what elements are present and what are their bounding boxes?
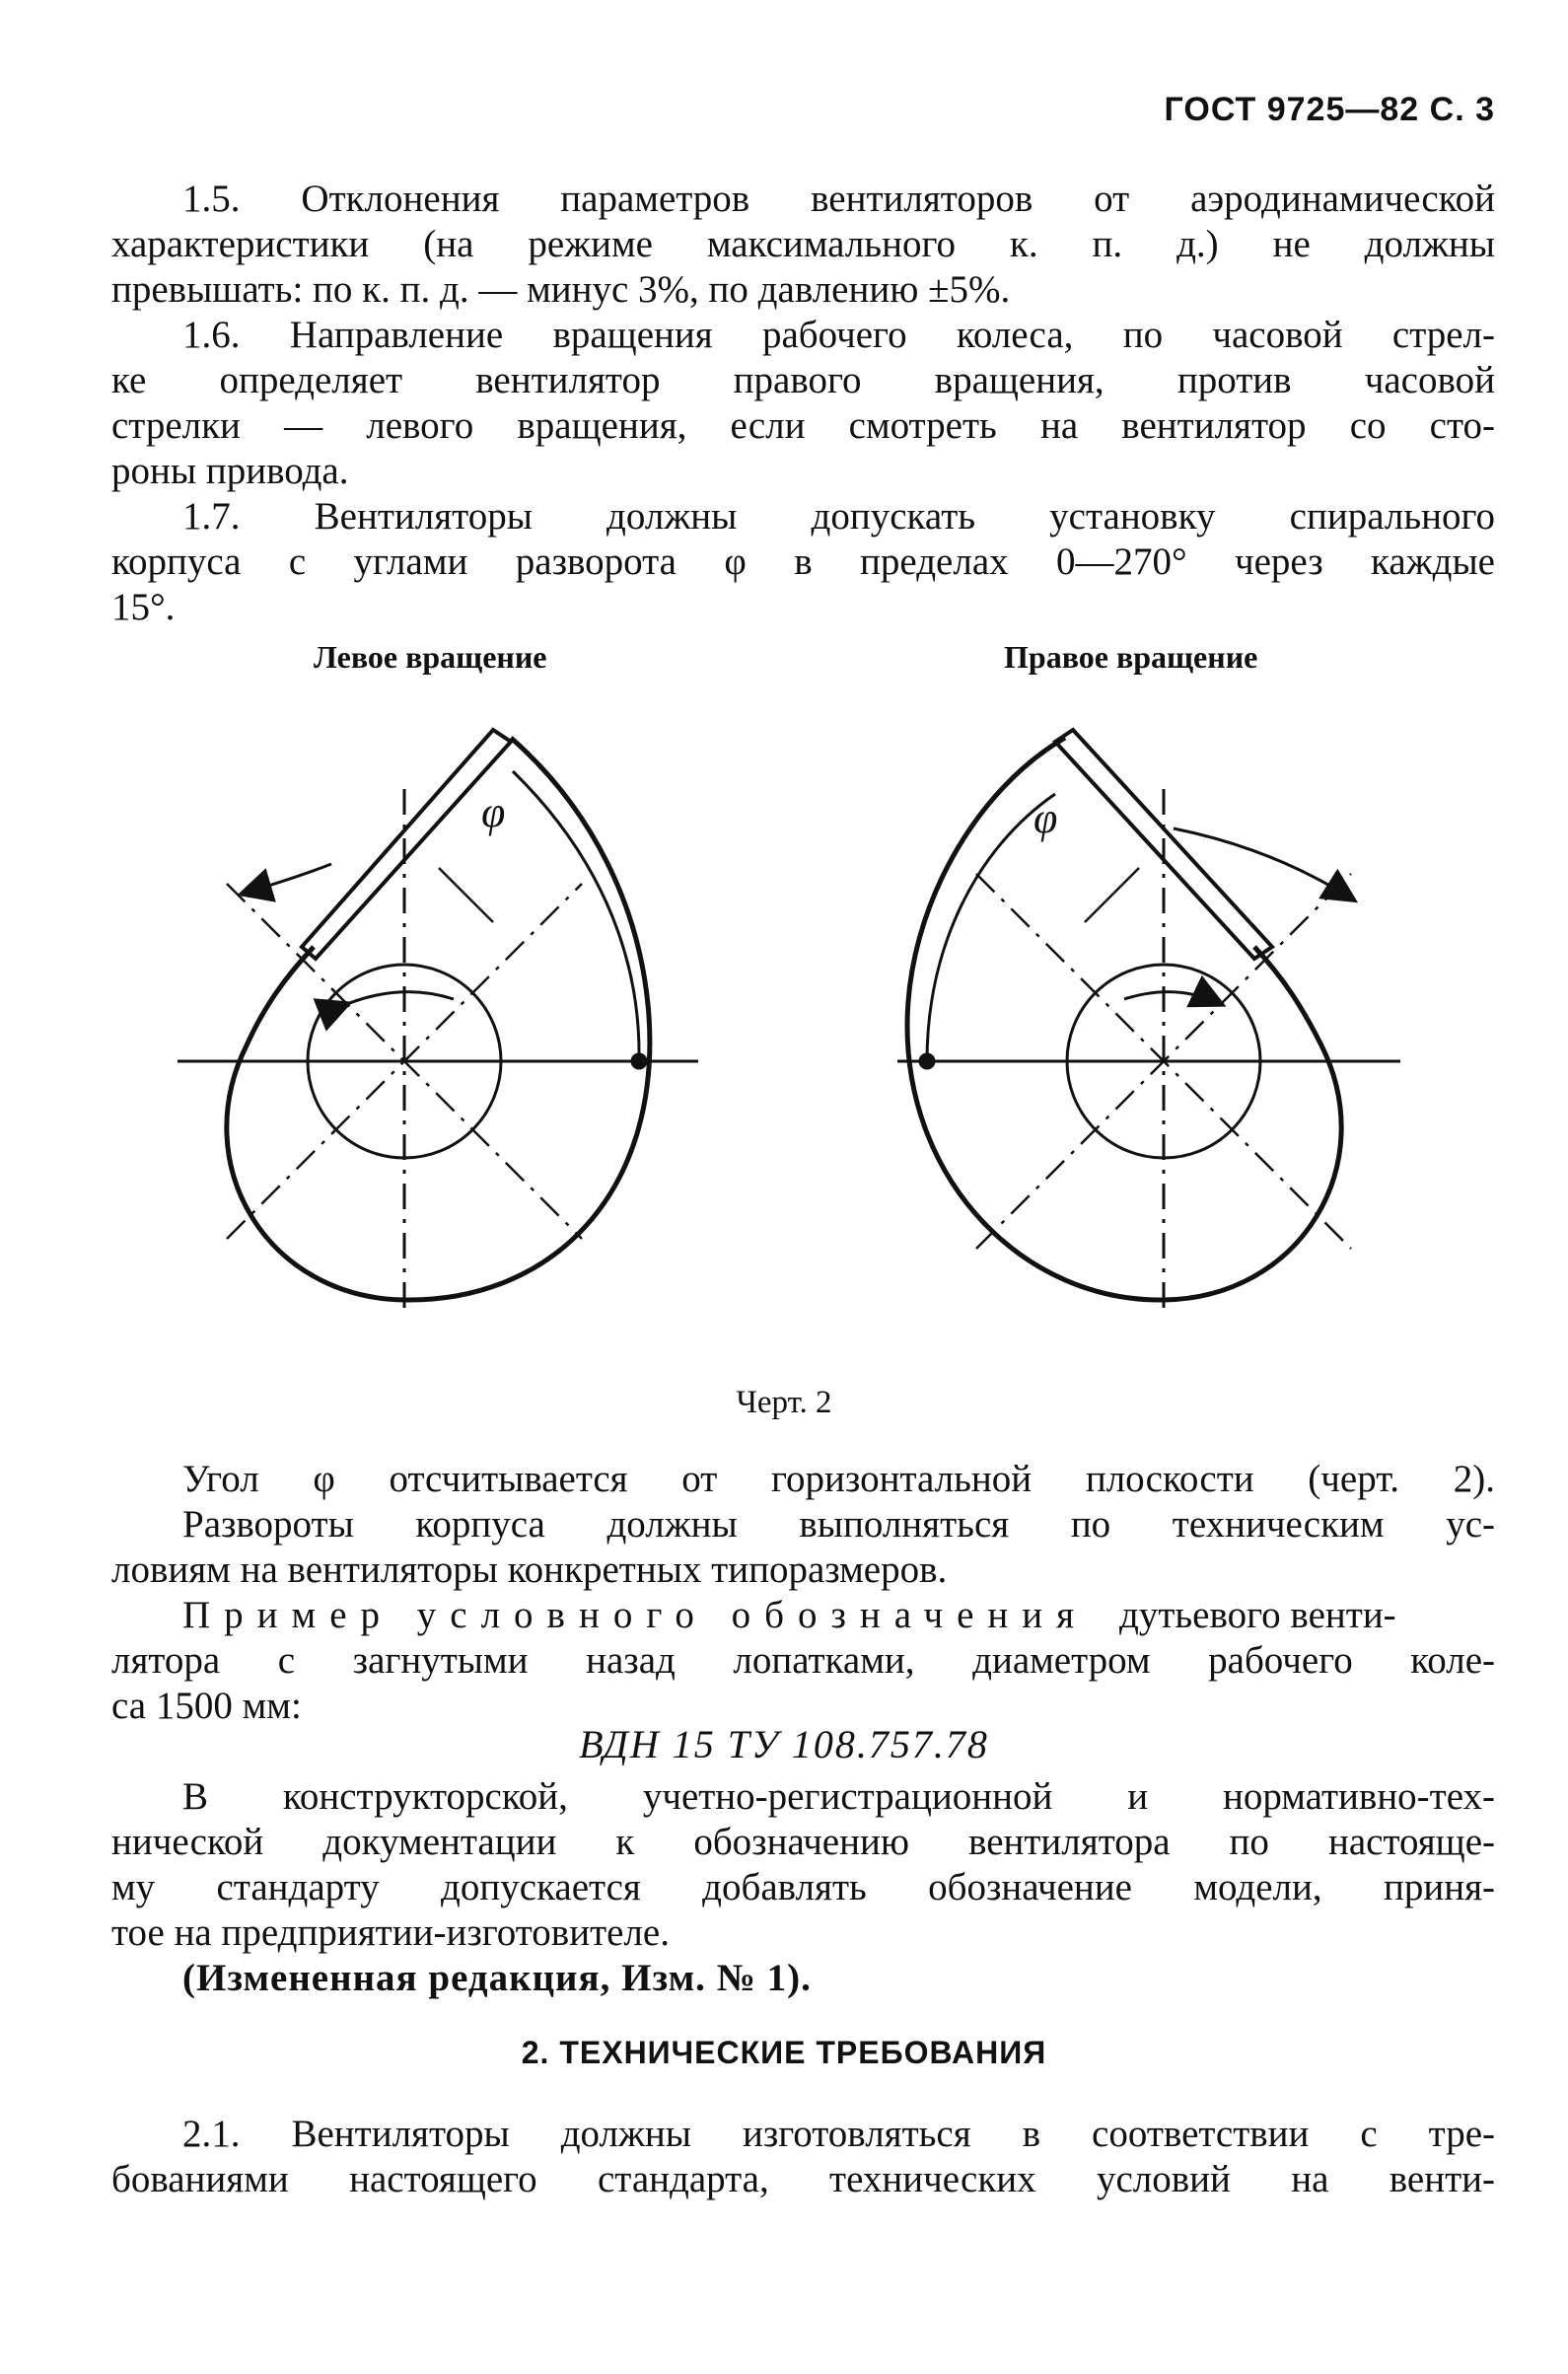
paragraph-1-5-line-1: 1.5. Отклонения параметров вентиляторов от аэродинамической <box>182 178 1495 220</box>
left-angle-arc <box>513 771 639 1061</box>
left-rotation-diagram <box>178 730 698 1312</box>
example-line-3: са 1500 мм: <box>111 1685 302 1727</box>
right-angle-arc-arrow <box>1174 828 1353 899</box>
paragraph-2-1-line-1: 2.1. Вентиляторы должны изготовляться в соответствии с тре- <box>182 2113 1495 2155</box>
amended-note: (Измененная редакция, Изм. № 1). <box>182 1957 812 1999</box>
right-rotation-diagram <box>897 730 1400 1312</box>
left-tangent-mark <box>439 868 493 922</box>
right-reference-dot <box>919 1053 935 1069</box>
right-spiral-casing <box>907 738 1341 1300</box>
docs-paragraph-line-4: тое на предприятии-изготовителе. <box>111 1911 670 1954</box>
paragraph-1-7-line-2: корпуса с углами разворота φ в пределах 0—270° через каждые <box>111 540 1495 583</box>
example-line-2: лятора с загнутыми назад лопатками, диаметром рабочего коле- <box>111 1639 1495 1682</box>
right-rotation-arrow <box>1124 992 1221 1004</box>
designation-formula: ВДН 15 ТУ 108.757.78 <box>579 1722 989 1766</box>
figure-right-caption: Правое вращение <box>1004 639 1258 675</box>
paragraph-1-6-line-4: роны привода. <box>111 450 349 492</box>
example-lead-spaced: Пример условного обозначения <box>182 1594 1089 1636</box>
paragraph-1-6-line-1: 1.6. Направление вращения рабочего колеса, по часовой стрел- <box>182 314 1495 356</box>
paragraph-1-7-line-1: 1.7. Вентиляторы должны допускать установку спирального <box>182 495 1495 538</box>
docs-paragraph-line-2: нической документации к обозначению вентилятора по настояще- <box>111 1821 1495 1863</box>
docs-paragraph-line-3: му стандарту допускается добавлять обозначение модели, приня- <box>111 1866 1495 1908</box>
docs-paragraph-line-1: В конструкторской, учетно-регистрационной и нормативно-тех- <box>182 1775 1495 1818</box>
left-angle-arc-arrow <box>243 864 331 894</box>
left-outlet-flange <box>302 730 511 959</box>
paragraph-1-6-line-2: ке определяет вентилятор правого вращения, против часовой <box>111 359 1495 401</box>
figure-label: Черт. 2 <box>736 1385 832 1420</box>
angle-paragraph-line-3: ловиям на вентиляторы конкретных типоразмеров. <box>111 1548 948 1591</box>
right-tangent-mark <box>1085 868 1139 922</box>
figure-left-caption: Левое вращение <box>314 639 547 675</box>
example-lead-rest: дутьевого венти- <box>1119 1594 1396 1636</box>
paragraph-1-5-line-2: характеристики (на режиме максимального к. п. д.) не должны <box>111 223 1495 265</box>
angle-paragraph-line-1: Угол φ отсчитывается от горизонтальной плоскости (черт. 2). <box>182 1458 1495 1500</box>
paragraph-2-1-line-2: бованиями настоящего стандарта, технических условий на венти- <box>111 2158 1495 2200</box>
left-rotation-arrow <box>347 992 454 1004</box>
paragraph-1-5-line-3: превышать: по к. п. д. — минус 3%, по давлению ±5%. <box>111 268 1011 311</box>
section-title: 2. ТЕХНИЧЕСКИЕ ТРЕБОВАНИЯ <box>521 2035 1047 2070</box>
paragraph-1-6-line-3: стрелки — левого вращения, если смотреть на вентилятор со сто- <box>111 404 1495 447</box>
page-header: ГОСТ 9725—82 С. 3 <box>1164 91 1495 128</box>
left-phi-symbol: φ <box>481 788 506 836</box>
right-phi-symbol: φ <box>1033 794 1058 842</box>
left-reference-dot <box>631 1053 647 1069</box>
paragraph-1-7-line-3: 15°. <box>111 586 176 628</box>
angle-paragraph-line-2: Развороты корпуса должны выполняться по техническим ус- <box>182 1503 1495 1546</box>
